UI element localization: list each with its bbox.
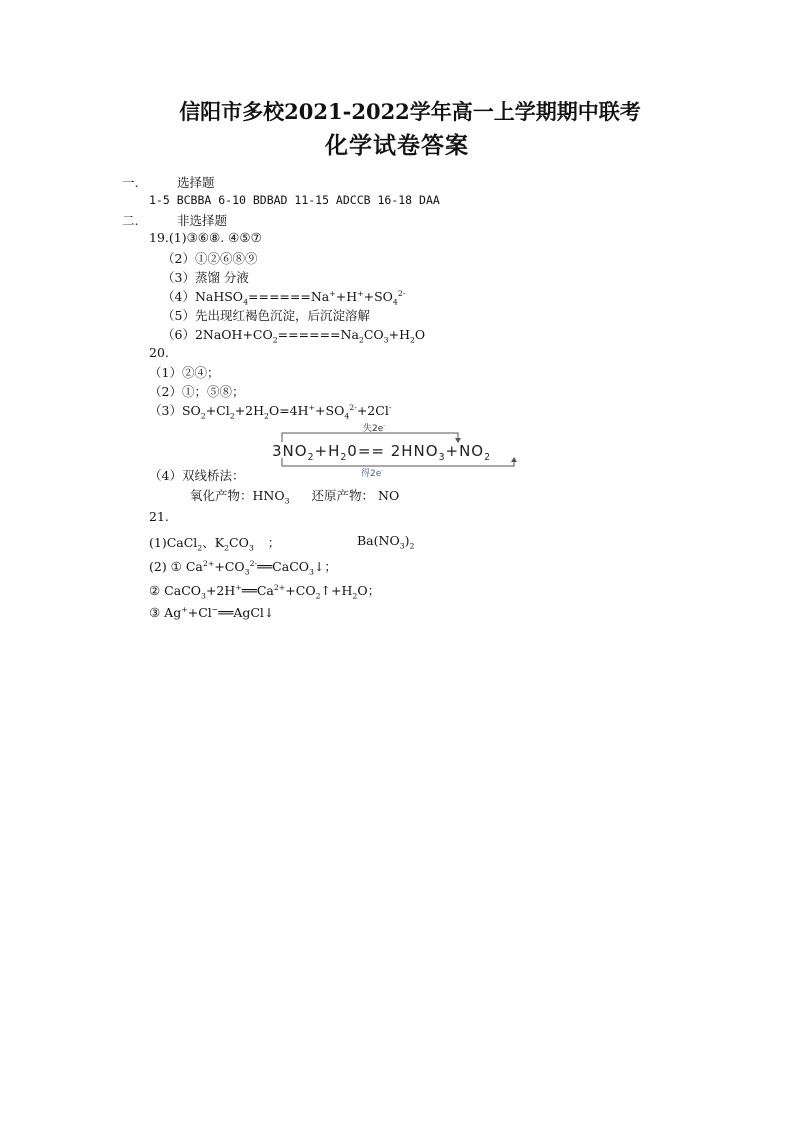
q20-line2: （2）①；⑤⑧； — [149, 384, 245, 399]
electron-lose-label: 失2e- — [363, 423, 386, 434]
electron-gain-label: 得2e- — [361, 468, 384, 479]
section2-heading: 非选择题 — [177, 213, 228, 228]
q19-line4: $(4)NaHSO_4======Na^++H^++SO_4^{2-}$ — [162, 288, 406, 307]
choice-answers: 1-5 BCBBA 6-10 BDBAD 11-15 ADCCB 16-18 DAA — [149, 193, 440, 207]
q19-line5: （5）先出现红褐色沉淀，后沉淀溶解 — [162, 308, 370, 323]
q20-line4: （4）双线桥法： — [149, 468, 245, 483]
page-title-line2: 化学试卷答案 — [325, 132, 469, 159]
q21-line1-right: $Ba(NO_3)_2$ — [357, 533, 415, 551]
q19-line2: （2）①②⑥⑧⑨ — [162, 251, 258, 266]
q19-line6: $(6)2NaOH+CO_2======Na_2CO_3+H_2O$ — [162, 327, 426, 345]
q20-line3: $(3)SO_2+Cl_2+2H_2O=4H^++SO_4^{2-}+2Cl^-$ — [149, 402, 392, 421]
section2-number: 二. — [122, 213, 139, 228]
q20-line5: 氧化产物：$HNO_3$ 还原产物： NO — [190, 488, 400, 506]
q19-line3: （3）蒸馏 分液 — [162, 270, 249, 285]
page-title-line1: 信阳市多校2021-2022学年高一上学期期中联考 — [179, 99, 641, 124]
q21-line3: ② $CaCO_3+2H^+══Ca^{2+}+CO_2↑+H_2O$； — [149, 582, 381, 601]
redox-equation: $3NO_2+H_20== 2HNO_3+NO_2$ — [272, 442, 492, 463]
q21-line1: (1)CaCl$_2$、$K_2CO_3$ ； — [149, 535, 281, 553]
q21-line4: ③ Ag++Cl−══AgCl↓ — [149, 604, 275, 620]
section1-number: 一. — [122, 175, 139, 190]
q20-number: 20. — [149, 345, 169, 360]
q20-line1: （1）②④； — [149, 365, 220, 380]
section1-heading: 选择题 — [177, 175, 215, 190]
q21-line2: (2) ① $Ca^{2+}+CO_3^{2-}══CaCO_3↓$； — [149, 558, 337, 577]
q21-number: 21. — [149, 509, 169, 524]
q19-line1: 19.(1)③⑥⑧. ④⑤⑦ — [149, 230, 262, 245]
